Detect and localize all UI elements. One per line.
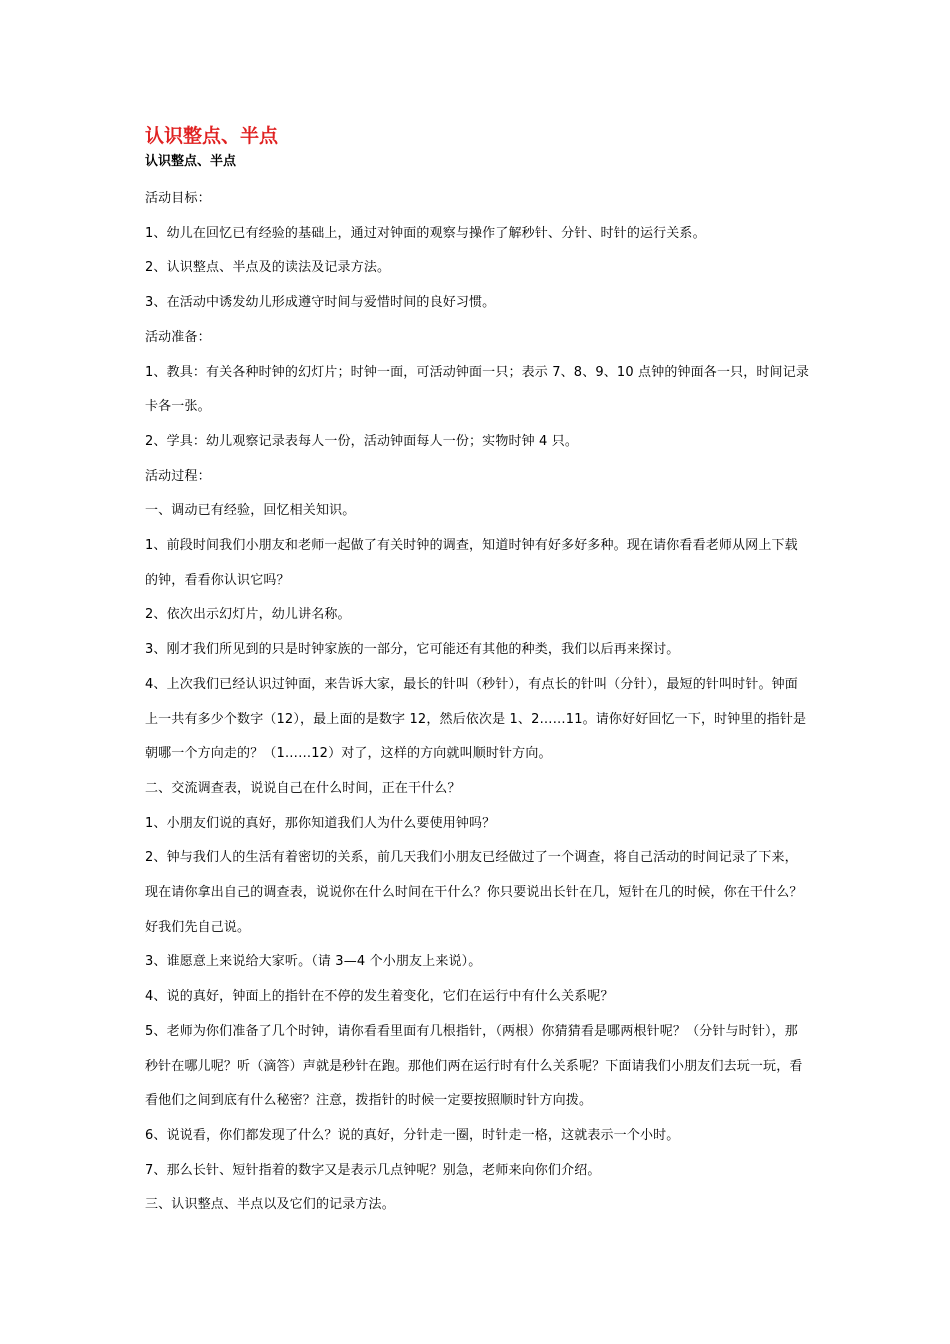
paragraph: 7、那么长针、短针指着的数字又是表示几点钟呢？别急，老师来向你们介绍。 [145, 1162, 601, 1178]
section-heading-preparation: 活动准备： [145, 329, 211, 345]
paragraph: 2、依次出示幻灯片，幼儿讲名称。 [145, 607, 351, 623]
section-heading-process: 活动过程： [145, 468, 211, 484]
paragraph: 2、认识整点、半点及的读法及记录方法。 [145, 260, 391, 276]
paragraph: 3、刚才我们所见到的只是时钟家族的一部分，它可能还有其他的种类，我们以后再来探讨。 [145, 642, 680, 658]
paragraph: 1、教具：有关各种时钟的幻灯片；时钟一面，可活动钟面一只；表示 7、8、9、10 点钟的钟面各一只，时间记录卡各一张。 [145, 364, 809, 415]
paragraph: 1、前段时间我们小朋友和老师一起做了有关时钟的调查，知道时钟有好多好多种。现在请你看看老师从网上下载的钟，看看你认识它吗？ [145, 538, 798, 588]
document-title: 认识整点、半点 [145, 125, 279, 147]
paragraph: 2、学具：幼儿观察记录表每人一份，活动钟面每人一份；实物时钟 4 只。 [145, 433, 579, 449]
paragraph: 4、说的真好，钟面上的指针在不停的发生着变化，它们在运行中有什么关系呢？ [145, 989, 614, 1005]
paragraph: 3、在活动中诱发幼儿形成遵守时间与爱惜时间的良好习惯。 [145, 295, 496, 311]
paragraph: 6、说说看，你们都发现了什么？说的真好，分针走一圈，时针走一格，这就表示一个小时。 [145, 1127, 680, 1143]
paragraph: 5、老师为你们准备了几个时钟，请你看看里面有几根指针，（两根）你猜猜看是哪两根针呢？（分针与时针），那秒针在哪儿呢？听（滴答）声就是秒针在跑。那他们两在运行时有什么关系呢？下面请我们小朋友们去玩一玩，看看他们之间到底有什么秘密？注意，拨指针的时候一定要按照顺时针方向拨。 [145, 1023, 803, 1109]
paragraph: 三、认识整点、半点以及它们的记录方法。 [145, 1197, 395, 1213]
section-heading-goals: 活动目标： [145, 191, 211, 206]
document-page [145, 122, 810, 1223]
document-subtitle: 认识整点、半点 [145, 154, 237, 169]
paragraph: 二、交流调查表，说说自己在什么时间，正在干什么？ [145, 780, 461, 796]
paragraph: 2、钟与我们人的生活有着密切的关系，前几天我们小朋友已经做过了一个调查，将自己活动的时间记录了下来，现在请你拿出自己的调查表，说说你在什么时间在干什么？你只要说出长针在几，短针在几的时候，你在干什么？好我们先自己说。 [145, 850, 803, 935]
paragraph: 1、小朋友们说的真好，那你知道我们人为什么要使用钟吗？ [145, 815, 496, 831]
document-body [145, 182, 810, 1223]
paragraph: 一、调动已有经验，回忆相关知识。 [145, 503, 356, 519]
paragraph: 1、幼儿在回忆已有经验的基础上，通过对钟面的观察与操作了解秒针、分针、时针的运行关系。 [145, 225, 706, 241]
paragraph: 3、谁愿意上来说给大家听。（请 3—4 个小朋友上来说）。 [145, 954, 482, 970]
paragraph: 4、上次我们已经认识过钟面，来告诉大家，最长的针叫（秒针），有点长的针叫（分针），最短的针叫时针。钟面上一共有多少个数字（12），最上面的是数字 12，然后依次是 1、2……11。请你好好回忆一下，时钟里的指针是朝哪一个方向走的？（1……12）对了，这样的方向就叫顺时针方向。 [145, 676, 807, 762]
